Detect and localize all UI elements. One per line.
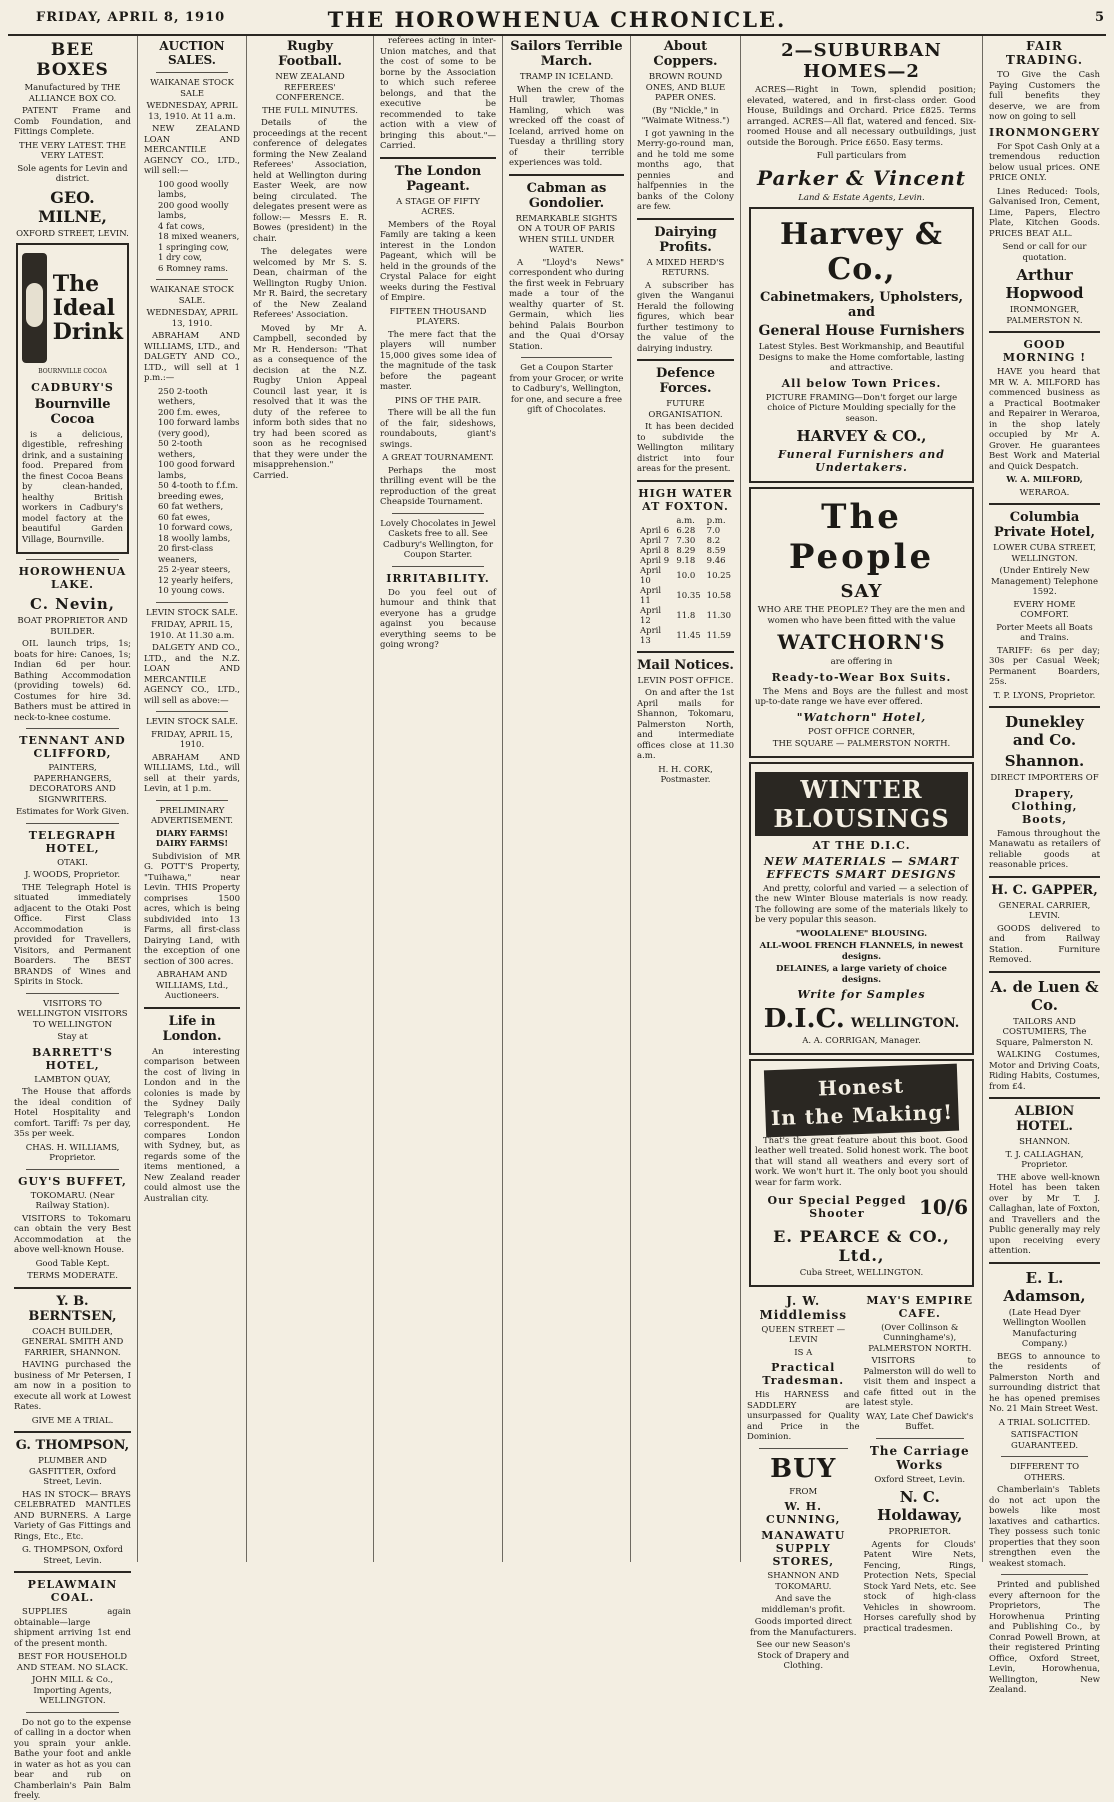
fair-trading-text: TO Give the Cash Paying Customers the full benefits they deserve, we are from now on going to sell — [989, 70, 1100, 122]
masthead — [8, 4, 1106, 36]
tide-cell: 9.18 — [676, 555, 696, 566]
gapper-text: GOODS delivered to and from Railway Station. Furniture Removed. — [989, 923, 1100, 965]
geo-milne: GEO. MILNE, — [38, 187, 107, 226]
berntsen-name: Y. B. BERNTSEN, — [28, 1293, 117, 1324]
sale-2-item: 10 young cows. — [158, 586, 225, 596]
columbia-proprietor: T. P. LYONS, Proprietor. — [993, 690, 1096, 701]
nevin-subtitle: BOAT PROPRIETOR AND BUILDER. — [17, 616, 128, 637]
mail-signature: H. H. CORK, Postmaster. — [658, 764, 713, 785]
pelawmain-best: BEST FOR HOUSEHOLD AND STEAM. NO SLACK. — [16, 1652, 129, 1673]
sale-2-item: 60 fat ewes, — [158, 512, 211, 523]
in-the-making: In the Making! — [770, 1099, 954, 1130]
tide-cell: 8.2 — [706, 535, 721, 546]
tide-row — [637, 626, 734, 646]
dic-ad — [749, 762, 974, 1055]
harvey-price: All below Town Prices. — [781, 376, 942, 390]
column-8-ads — [983, 36, 1106, 1695]
sale-1-item: 1 dry cow, — [158, 253, 202, 263]
pearce-company: E. PEARCE & CO., Ltd., — [773, 1227, 950, 1265]
de-luen-name: A. de Luen & Co. — [990, 977, 1099, 1014]
sale-2-date: WEDNESDAY, APRIL 13, 1910. — [146, 308, 238, 329]
tide-header-cell: a.m. — [676, 515, 695, 526]
cadbury-name: CADBURY'S — [31, 380, 114, 394]
tide-cell: 11.45 — [676, 630, 701, 641]
fair-trading: FAIR TRADING. — [1005, 39, 1084, 67]
dairying-subheading: A MIXED HERD'S RETURNS. — [646, 257, 725, 278]
tide-cell: 11.30 — [706, 610, 731, 621]
pelawmain-signature: JOHN MILL & Co., Importing Agents, WELLINGTON. — [31, 1675, 114, 1706]
adamson-satisfaction: SATISFACTION GUARANTEED. — [1010, 1430, 1079, 1451]
the-people: The People — [788, 497, 935, 577]
fifteen-thousand: FIFTEEN THOUSAND PLAYERS. — [389, 306, 487, 327]
dunekley-name: Dunekley and Co. — [1005, 713, 1084, 749]
sale-1-title: WAIKANAE STOCK SALE — [150, 78, 234, 99]
column-5-sailors — [503, 36, 630, 1562]
guys-table: Good Table Kept. — [35, 1258, 110, 1269]
sale-2-title: WAIKANAE STOCK SALE. — [150, 285, 234, 306]
horowhenua-lake: HOROWHENUA LAKE. — [18, 565, 127, 591]
tide-row — [637, 546, 734, 556]
milford-place: WERAROA. — [1019, 487, 1070, 498]
different-text: Chamberlain's Tablets do not act upon the bowels like most laxatives and cathartics. They possess such tonic properties that they soon strengthen even the weakest stomach. — [989, 1485, 1100, 1569]
fifteen-text: The mere fact that the players will number 15,000 gives some idea of the magnitude of the task before the pageant master. — [380, 329, 496, 392]
sale-2-item: 12 yearly heifers, — [158, 575, 234, 586]
bottom-ads-row — [747, 1291, 976, 1674]
sale-1-item: 6 Romney rams. — [158, 263, 228, 274]
tide-cell: 8.29 — [676, 545, 696, 556]
honest-text: That's the great feature about this boot. Good leather well treated. Solid honest work. The boot that will stand all weathers and every sort of work. We won't hurt it. The only boot you should wear for farm work. — [755, 1135, 968, 1188]
rugby-heading: Rugby Football. — [278, 39, 342, 69]
tennant-clifford: TENNANT AND CLIFFORD, — [19, 734, 126, 760]
tide-cell: April 9 — [640, 555, 670, 566]
sale-1-item: 200 good woolly lambs, — [158, 200, 229, 221]
sale-3-text: DALGETY AND CO., LTD., and the N.Z. LOAN AND MERCANTILE AGENCY CO., LTD., will sell as above:— — [144, 643, 240, 706]
sale-2-item: 18 woolly lambs, — [158, 533, 231, 544]
say: SAY — [840, 581, 883, 602]
nevin-name: C. Nevin, — [30, 595, 115, 613]
columbia-comfort: EVERY HOME COMFORT. — [1013, 599, 1076, 620]
cabman-text: A "Lloyd's News" correspondent who during the first week in February made a tour of the wealthy quarter of St. Germain, which lies behind Palais Bourbon and the Quai d'Orsay Station. — [509, 257, 624, 352]
albion-place: SHANNON. — [1019, 1137, 1070, 1147]
harvey-funeral: Funeral Furnishers and Undertakers. — [778, 448, 945, 474]
may-text: VISITORS to Palmerston will do well to visit them and inspect a cafe fitted out in the latest style. — [863, 1356, 976, 1408]
sale-1-date: WEDNESDAY, APRIL 13, 1910. At 11 a.m. — [146, 101, 238, 122]
sale-2-item: 50 4-tooth to f.f.m. breeding ewes, — [158, 481, 239, 502]
woolalene: "WOOLALENE" BLOUSING. — [795, 928, 928, 939]
tide-row — [637, 526, 734, 536]
harvey-company: HARVEY & CO., — [796, 427, 927, 445]
auction-sales-heading: AUCTION SALES. — [159, 39, 225, 67]
coppers-heading: About Coppers. — [653, 39, 718, 69]
rugby-subheading: NEW ZEALAND REFEREES' CONFERENCE. — [275, 72, 345, 103]
ironmongery-list: Lines Reduced: Tools, Galvanised Iron, Cement, Lime, Papers, Electro Plate, Kitchen Goods. PRICES BEAT ALL. — [989, 186, 1100, 239]
tide-cell: 10.25 — [706, 570, 731, 581]
dairying-text: A subscriber has given the Wanganui Herald the following figures, which bear further testimony to the value of the dairying industry. — [637, 280, 734, 354]
sale-1-item: 18 mixed weaners, — [158, 232, 240, 242]
coupon-starter: Get a Coupon Starter from your Grocer, or write to Cadbury's, Wellington, for one, and secure a free gift of Chocolates. — [509, 363, 624, 415]
sale-2-item: 60 fat wethers, — [158, 502, 224, 512]
chamberlain-pain-balm: Do not go to the expense of calling in a doctor when you sprain your ankle. Bathe your foot and ankle in water as hot as you can bear and rub on Chamberlain's Pain Balm freely. — [14, 1717, 131, 1801]
albion-hotel: ALBION HOTEL. — [1014, 1104, 1075, 1134]
thompson-signature: G. THOMPSON, Oxford Street, Levin. — [22, 1545, 123, 1566]
barretts-proprietor: CHAS. H. WILLIAMS, Proprietor. — [25, 1142, 120, 1163]
mail-text: On and after the 1st April mails for Shannon, Tokomaru, Palmerston North, and intermediate offices close at 11.30 a.m. — [637, 688, 734, 761]
tide-cell: April 11 — [640, 585, 662, 606]
adamson-text: BEGS to announce to the residents of Palmerston North and surrounding district that he has opened premises No. 21 Main Street West. — [989, 1351, 1100, 1414]
columbia-porter: Porter Meets all Boats and Trains. — [996, 622, 1093, 643]
issue-date: FRIDAY, APRIL 8, 1910 — [36, 10, 226, 25]
left-bottom-ads — [747, 1291, 860, 1674]
manawatu-supply: MANAWATU SUPPLY STORES, — [761, 1529, 846, 1568]
ironmongery: IRONMONGERY — [989, 125, 1101, 139]
sale-1-item: 100 good woolly lambs, — [158, 179, 229, 200]
middlemiss-is-a: IS A — [794, 1347, 813, 1358]
good-morning-text: HAVE you heard that MR W. A. MILFORD has commenced business as a Practical Bootmaker and Repairer in Weraroa, in the shop lately occupied by Mr A. Grover. He guarantees Best Work and Material and Quick Despatch. — [989, 367, 1100, 472]
auctioneers-signature: ABRAHAM AND WILLIAMS, Ltd., Auctioneers. — [155, 970, 229, 1001]
irritability-text: Do you feel out of humour and think that everyone has a grudge against you because everything seems to be going wrong? — [380, 587, 496, 650]
gapper-name: H. C. GAPPER, — [991, 882, 1098, 898]
dunekley-text: Famous throughout the Manawatu as retailers of reliable goods at reasonable prices. — [989, 828, 1100, 870]
column-6-coppers — [631, 36, 740, 1562]
tide-cell: 10.58 — [706, 590, 731, 601]
may-subtitle: (Over Collinson & Cunninghame's), PALMERSTON NORTH. — [868, 1322, 972, 1354]
sailors-heading: Sailors Terrible March. — [510, 39, 623, 69]
berntsen-text: HAVING purchased the business of Mr Petersen, I am now in a position to execute all work at Lowest Rates. — [14, 1360, 131, 1412]
arthur-hopwood: Arthur Hopwood — [1005, 266, 1084, 302]
dunekley-place: Shannon. — [1004, 752, 1085, 770]
watchorn-text: The Mens and Boys are the fullest and most up-to-date range we have ever offered. — [755, 686, 968, 707]
coppers-byline: (By "Nickle," in "Waimate Witness.") — [641, 105, 730, 126]
great-tournament: A GREAT TOURNAMENT. — [382, 453, 494, 463]
cadbury-ad — [16, 243, 129, 554]
carriage-works: The Carriage Works — [869, 1443, 970, 1472]
tide-cell: April 10 — [640, 565, 662, 586]
tide-row — [637, 556, 734, 566]
watchorn-offering: are offering in — [830, 657, 893, 667]
tide-row — [637, 586, 734, 606]
columbia-management: (Under Entirely New Management) Telephone 1592. — [990, 566, 1099, 597]
bee-patent: PATENT Frame and Comb Foundation, and Fittings Complete. — [14, 106, 131, 137]
geo-milne-address: OXFORD STREET, LEVIN. — [16, 228, 129, 239]
tide-row — [637, 536, 734, 546]
holdaway-name: N. C. Holdaway, — [877, 1488, 963, 1524]
tide-cell: April 7 — [640, 535, 670, 546]
middlemiss-text: His HARNESS and SADDLERY are unsurpassed for Quality and Price in the Dominion. — [747, 1390, 860, 1442]
bee-boxes-heading: BEE BOXES — [36, 40, 109, 80]
tide-cell: 7.30 — [676, 535, 696, 546]
tide-cell: 11.8 — [676, 610, 696, 621]
watchorn-ad — [749, 487, 974, 758]
harvey-framing: PICTURE FRAMING—Don't forget our large choice of Picture Moulding specially for the season. — [765, 392, 958, 424]
guys-text: VISITORS to Tokomaru can obtain the very Best Accommodation at the above well-known House. — [14, 1213, 131, 1255]
pins-text: There will be all the fun of the fair, sideshows, roundabouts, giant's swings. — [380, 408, 496, 450]
rugby-continued: referees acting in inter-Union matches, and that the cost of some to be borne by the Association to which such referee belongs, and that the executive be recommended to take action with a view of bringing this about."—Carried. — [380, 36, 496, 151]
sale-2-item: 50 2-tooth wethers, — [158, 439, 203, 460]
guys-buffet: GUY'S BUFFET, — [18, 1174, 127, 1188]
sale-2-item: 25 2-year steers, — [158, 565, 231, 575]
holdaway-text: Agents for Clouds' Patent Wire Nets, Fencing, Rings, Protection Nets, Special Stock Yard Nets, etc. See stock of high-class Vehicles in showroom. Horses carefully shod by practical tradesmen. — [863, 1539, 976, 1634]
who-are-people: WHO ARE THE PEOPLE? They are the men and women who have been fitted with the value — [757, 605, 966, 626]
cocoa-illustration — [22, 253, 123, 363]
suburban-particulars: Full particulars from — [816, 151, 907, 161]
cabman-subheading: REMARKABLE SIGHTS ON A TOUR OF PARIS WHEN STILL UNDER WATER. — [515, 213, 618, 255]
dairy-farms: DIARY FARMS! DAIRY FARMS! — [155, 828, 229, 849]
rugby-text-1: Details of the proceedings at the recent conference of delegates forming the New Zealand Referees' Association, held at Wellington during Easter Week, are now being circulated. The delegates present were as follow:— Messrs E. R. Bowes (president) in the chair. — [253, 118, 367, 244]
cocoa-brand-label: BOURNVILLE COCOA — [38, 368, 107, 375]
harvey-ad — [749, 207, 974, 483]
parker-vincent: Parker & Vincent — [756, 165, 967, 190]
may-signature: WAY, Late Chef Dawick's Buffet. — [866, 1411, 974, 1432]
bee-maker: Manufactured by THE ALLIANCE BOX CO. — [24, 83, 121, 104]
tide-cell: 11.59 — [706, 630, 731, 641]
thompson-subtitle: PLUMBER AND GASFITTER, Oxford Street, Levin. — [28, 1456, 117, 1487]
tide-cell: April 12 — [640, 605, 662, 626]
rugby-text-3: Moved by Mr A. Campbell, seconded by Mr R. Henderson: "That as a consequence of the decision at the N.Z. Rugby Union Appeal Council last year, it is resolved that it was the duty of the referee to inform both sides that no try had been scored as soon as he recognised that they were under the misapprehension." Carried. — [253, 323, 367, 481]
telegraph-hotel: TELEGRAPH HOTEL, — [28, 828, 117, 855]
barretts-text: The House that affords the ideal condition of Hotel Hospitality and comfort. Tariff: 7s per day, 35s per week. — [14, 1087, 131, 1139]
cocoa-description: is a delicious, digestible, refreshing drink, and a sustaining food. Prepared from the finest Cocoa Beans by clean-handed, healthy British workers in Cadbury's model factory at the beautiful Garden Village, Bournville. — [22, 429, 123, 545]
sale-2-item: 20 first-class weaners, — [158, 544, 214, 565]
tide-row — [637, 606, 734, 626]
tide-row — [637, 566, 734, 586]
tide-cell: April 13 — [640, 625, 662, 646]
tide-table — [637, 516, 734, 646]
visitors-wellington: VISITORS TO WELLINGTON VISITORS TO WELLINGTON — [17, 998, 128, 1030]
tennant-subtitle: PAINTERS, PAPERHANGERS, DECORATORS AND SIGNWRITERS. — [29, 763, 116, 805]
guys-terms: TERMS MODERATE. — [27, 1271, 118, 1281]
albion-proprietor: T. J. CALLAGHAN, Proprietor. — [1005, 1149, 1084, 1170]
tide-cell: 6.28 — [676, 525, 696, 536]
tide-cell: 10.35 — [676, 590, 701, 601]
tide-header-row — [637, 516, 734, 526]
irritability-heading: IRRITABILITY. — [386, 571, 490, 585]
life-in-london-text: An interesting comparison between the cost of living in London and in the colonies is made by the Sydney Daily Telegraph's London correspondent. He compares London with Sydney, but, as regards some of the items mentioned, a New Zealand reader could almost use the Australian city. — [144, 1046, 240, 1204]
rugby-minutes: THE FULL MINUTES. — [262, 105, 358, 116]
boot-price: 10/6 — [918, 1195, 968, 1219]
honest: Honest — [817, 1073, 905, 1101]
pegged-shooter: Our Special Pegged Shooter — [767, 1194, 907, 1220]
buy-goods: Goods imported direct from the Manufacturers. — [749, 1617, 857, 1638]
ideal-drink-slogan: The Ideal Drink — [52, 271, 123, 345]
telegraph-text: THE Telegraph Hotel is situated immediately adjacent to the Otaki Post Office. First Class Accommodation is provided for Travellers, Visitors, and Permanent Boarders. The BEST BRANDS of Wines and Spirits in Stock. — [14, 882, 131, 987]
parker-vincent-sub: Land & Estate Agents, Levin. — [798, 192, 925, 203]
tide-cell: April 8 — [640, 545, 670, 556]
high-water-heading: HIGH WATER AT FOXTON. — [638, 486, 733, 513]
ready-to-wear: Ready-to-Wear Box Suits. — [771, 670, 952, 684]
guys-place: TOKOMARU. (Near Railway Station). — [30, 1190, 115, 1211]
different-heading: DIFFERENT TO OTHERS. — [1009, 1462, 1080, 1483]
practical-tradesman: Practical Tradesman. — [762, 1361, 845, 1387]
pegged-row — [755, 1191, 968, 1223]
tournament-text: Perhaps the most thrilling event will be the reproduction of the great Cheapside Tournament. — [380, 465, 496, 507]
watchorn-corner: POST OFFICE CORNER, — [807, 726, 916, 737]
sale-3-date: FRIDAY, APRIL 15, 1910. At 11.30 a.m. — [149, 620, 235, 641]
suburban-text: ACRES—Right in Town, splendid position; elevated, watered, and in first-class order. Good House, Buildings and Orchard. Price £825. Terms arranged. ACRES—All flat, watered and fenced. Six-roomed House and all necessary outbuildings, just outside the Borough. Price £650. Easy terms. — [747, 85, 976, 148]
london-pageant-heading: The London Pageant. — [394, 163, 482, 194]
buy-see: See our new Season's Stock of Drapery and Clothing. — [756, 1640, 851, 1671]
carriage-address: Oxford Street, Levin. — [874, 1474, 966, 1485]
tide-cell: April 6 — [640, 525, 670, 536]
pelawmain-text: SUPPLIES again obtainable—large shipment arriving 1st end of the present month. — [14, 1607, 131, 1649]
sale-2-item: 100 good forward lambs, — [158, 460, 235, 481]
may-cafe: MAY'S EMPIRE CAFE. — [866, 1293, 974, 1320]
shannon-tokomaru: SHANNON AND TOKOMARU. — [767, 1571, 840, 1592]
french-flannels: ALL-WOOL FRENCH FLANNELS, in newest designs. — [759, 941, 964, 962]
adamson-sub: (Late Head Dyer Wellington Woollen Manufacturing Company.) — [1002, 1307, 1087, 1349]
harvey-subtitle-2: General House Furnishers — [758, 323, 965, 339]
bee-agents: Sole agents for Levin and district. — [17, 163, 128, 184]
buy-from: FROM — [789, 1486, 818, 1497]
delaines: DELAINES, a large variety of choice designs. — [776, 964, 947, 985]
sale-2-item: 10 forward cows, — [158, 523, 233, 533]
barretts-hotel: BARRETT'S HOTEL, — [32, 1045, 113, 1072]
thompson-name: G. THOMPSON, — [15, 1438, 130, 1453]
tennant-estimates: Estimates for Work Given. — [15, 807, 130, 817]
sailors-subheading: TRAMP IN ICELAND. — [519, 72, 614, 82]
middlemiss-address: QUEEN STREET — LEVIN — [761, 1324, 846, 1345]
dunekley-goods: Drapery, Clothing, Boots, — [1011, 786, 1078, 826]
tide-cell: 7.0 — [706, 525, 721, 536]
sale-2-list — [144, 387, 240, 597]
dic-logo: D.I.C. — [763, 1004, 845, 1034]
dairy-farms-text: Subdivision of MR G. POTT'S Property, "Tuihawa," near Levin. THIS Property comprises 1500 acres, which is being subdivided into 13 Farms, all first-class Dairying Land, with the exception of one section of 300 acres. — [144, 851, 240, 967]
column-4-pageant — [374, 36, 502, 1562]
columbia-address: LOWER CUBA STREET, WELLINGTON. — [993, 543, 1096, 564]
good-morning: GOOD MORNING ! — [1002, 338, 1087, 364]
ironmongery-send: Send or call for our quotation. — [1002, 242, 1087, 263]
hopwood-sub: IRONMONGER, PALMERSTON N. — [1006, 305, 1083, 326]
write-samples: Write for Samples — [797, 988, 926, 1001]
rugby-text-2: The delegates were welcomed by Mr S. S. Dean, chairman of the Wellington Rugby Union. Mr R. Baird, the secretary of the New Zealand Referees' Association. — [253, 247, 367, 320]
stay-at: Stay at — [57, 1032, 88, 1042]
dic-place: WELLINGTON. — [850, 1016, 960, 1031]
de-luen-sub: TAILORS AND COSTUMIERS, The Square, Palmerston N. — [995, 1016, 1094, 1048]
preliminary-ad: PRELIMINARY ADVERTISEMENT. — [151, 805, 233, 826]
sale-2-item: 100 forward lambs (very good), — [158, 418, 240, 439]
coppers-subheading: BROWN ROUND ONES, AND BLUE PAPER ONES. — [645, 72, 726, 103]
ironmongery-text: For Spot Cash Only at a tremendous reduction below usual prices. ONE PRICE ONLY. — [989, 141, 1100, 183]
page-number: 5 — [1094, 10, 1104, 25]
cunning-name: W. H. CUNNING, — [766, 1500, 841, 1526]
columbia-tariff: TARIFF: 6s per day; 30s per Casual Week; Permanent Boarders, 25s. — [989, 645, 1100, 687]
cabman-heading: Cabman as Gondolier. — [526, 180, 607, 211]
telegraph-place: OTAKI. — [57, 857, 88, 868]
mail-subheading: LEVIN POST OFFICE. — [637, 675, 734, 686]
coppers-text: I got yawning in the Merry-go-round man, and he told me some months ago, that pennies and halfpennies in the banks of the Colony are few. — [637, 128, 734, 212]
sale-1-list — [144, 180, 240, 275]
sale-4-title: LEVIN STOCK SALE. — [145, 717, 238, 727]
telegraph-proprietor: J. WOODS, Proprietor. — [24, 870, 121, 880]
right-bottom-ads — [864, 1291, 977, 1674]
newspaper-title: THE HOROWHENUA CHRONICLE. — [327, 7, 787, 32]
watchorn-hotel: "Watchorn" Hotel, — [796, 710, 927, 724]
column-2-auctions — [138, 36, 246, 1562]
life-in-london-heading: Life in London. — [162, 1013, 222, 1044]
sale-4-date: FRIDAY, APRIL 15, 1910. — [151, 729, 233, 750]
barretts-place: LAMBTON QUAY, — [34, 1074, 111, 1085]
suburban-homes-heading: 2—SUBURBAN HOMES—2 — [781, 40, 942, 82]
dairying-heading: Dairying Profits. — [654, 224, 717, 255]
pageant-subheading: A STAGE OF FIFTY ACRES. — [396, 196, 480, 217]
sale-1-item: 4 fat cows, — [158, 221, 205, 232]
lovely-chocolates: Lovely Chocolates in Jewel Caskets free to all. See Cadbury's Wellington, for Coupon Starter. — [380, 518, 496, 560]
dunekley-sub: DIRECT IMPORTERS OF — [990, 773, 1099, 783]
pageant-text: Members of the Royal Family are taking a keen interest in the London Pageant, which will be held in the grounds of the Crystal Palace for eight weeks during the Festival of Empire. — [380, 219, 496, 303]
at-the-dic: AT THE D.I.C. — [812, 838, 911, 852]
thompson-text: HAS IN STOCK— BRAYS CELEBRATED MANTLES AND BURNERS. A Large Variety of Gas Fittings and Rings, Etc., Etc. — [14, 1489, 131, 1542]
berntsen-trial: GIVE ME A TRIAL. — [31, 1415, 114, 1426]
sale-2-text: ABRAHAM AND WILLIAMS, LTD., and DALGETY AND CO., LTD., will sell at 1 p.m.:— — [144, 331, 240, 383]
printed-published: Printed and published every afternoon for the Proprietors, The Horowhenua Printing and Publishing Co., by Conrad Powell Brown, at their registered Printing Office, Oxford Street, Levin, Horowhenua, Wellington, New Zealand. — [989, 1580, 1100, 1695]
sailors-text: When the crew of the Hull trawler, Thomas Hamling, which was wrecked off the coast of Iceland, arrived home on Tuesday a thrilling story of their terrible experiences was told. — [509, 84, 624, 168]
sale-2-item: 250 2-tooth wethers, — [158, 386, 208, 407]
middlemiss-name: J. W. Middlemiss — [759, 1293, 848, 1322]
column-7-ads — [741, 36, 982, 1671]
winter-blousings: WINTER BLOUSINGS — [755, 772, 968, 836]
column-3-rugby — [247, 36, 373, 1562]
winter-text: And pretty, colorful and varied — a selection of the new Winter Blouse materials is now ready. The following are some of the materials likely to be very popular this season. — [755, 883, 968, 925]
defence-heading: Defence Forces. — [655, 366, 716, 396]
pins-of-fair: PINS OF THE PAIR. — [394, 395, 482, 406]
pearce-ad — [749, 1059, 974, 1287]
harvey-name: Harvey & Co., — [779, 217, 944, 287]
sale-1-text: NEW ZEALAND LOAN AND MERCANTILE AGENCY CO., LTD., will sell:— — [144, 124, 240, 176]
berntsen-subtitle: COACH BUILDER, GENERAL SMITH AND FARRIER, SHANNON. — [21, 1326, 124, 1358]
gapper-sub: GENERAL CARRIER, LEVIN. — [998, 900, 1091, 921]
nevin-text: OIL launch trips, 1s; boats for hire: Canoes, 1s; Indian 6d per hour. Bathing Accommodation (providing towels) 6d. Costumes for hire 3d. Bathers must be attired in neck-to-knee costume. — [14, 639, 131, 723]
tide-header-cell: p.m. — [706, 515, 726, 526]
adamson-name: E. L. Adamson, — [1003, 1268, 1086, 1305]
column-1-ads — [8, 36, 137, 1801]
sale-3-title: LEVIN STOCK SALE. — [145, 607, 238, 618]
defence-subheading: FUTURE ORGANISATION. — [648, 399, 723, 420]
bournville-cocoa: Bournville Cocoa — [34, 396, 111, 427]
watchorns: WATCHORN'S — [777, 630, 946, 654]
bee-latest: THE VERY LATEST. THE VERY LATEST. — [19, 140, 126, 161]
milford-name: W. A. MILFORD, — [1006, 475, 1083, 485]
dic-footer — [755, 1004, 968, 1034]
holdaway-proprietor: PROPRIETOR. — [888, 1527, 951, 1537]
dic-manager: A. A. CORRIGAN, Manager. — [802, 1036, 921, 1046]
de-luen-text: WALKING Costumes, Motor and Driving Coats, Riding Habits, Costumes, from £4. — [989, 1050, 1100, 1092]
adamson-trial: A TRIAL SOLICITED. — [998, 1417, 1091, 1428]
tide-cell: 9.46 — [706, 555, 726, 566]
albion-text: THE above well-known Hotel has been taken over by Mr T. J. Callaghan, late of Foxton, and Travellers and the Public generally may rely upon receiving every attention. — [989, 1172, 1100, 1256]
harvey-subtitle: Cabinetmakers, Upholsters, and — [760, 290, 963, 320]
buy: BUY — [770, 1453, 837, 1484]
pearce-address: Cuba Street, WELLINGTON. — [799, 1268, 924, 1278]
tide-header-cell — [637, 516, 673, 526]
harvey-text: Latest Styles. Best Workmanship, and Beautiful Designs to make the Home comfortable, lasting and attractive. — [758, 342, 965, 373]
defence-text: It has been decided to subdivide the Wellington military district into four areas for the present. — [637, 422, 734, 474]
cocoa-tin-icon — [22, 253, 47, 363]
sale-2-item: 200 f.m. ewes, — [158, 407, 221, 418]
new-materials: NEW MATERIALS — SMART EFFECTS SMART DESIGNS — [763, 854, 960, 881]
buy-text: And save the middleman's profit. — [761, 1594, 846, 1615]
tide-cell: 8.59 — [706, 545, 726, 556]
tide-cell: 10.0 — [676, 570, 696, 581]
watchorn-square: THE SQUARE — PALMERSTON NORTH. — [772, 739, 951, 749]
sale-1-item: 1 springing cow, — [158, 242, 229, 253]
pelawmain-coal: PELAWMAIN COAL. — [27, 1578, 118, 1604]
honest-banner — [764, 1063, 959, 1137]
columbia-hotel: Columbia Private Hotel, — [993, 510, 1096, 540]
mail-notices-heading: Mail Notices. — [637, 657, 734, 673]
sale-4-text: ABRAHAM AND WILLIAMS, Ltd., will sell at their yards, Levin, at 1 p.m. — [144, 752, 240, 794]
